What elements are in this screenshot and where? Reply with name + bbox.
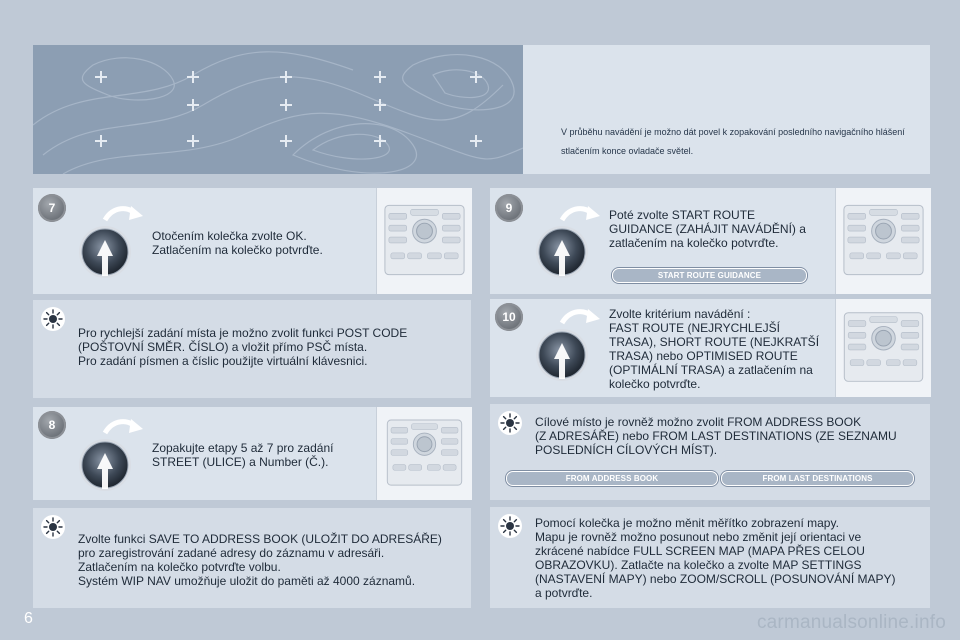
page-number: 6 xyxy=(24,610,33,627)
tip-postcode-text: Pro rychlejší zadání místa je možno zvolit funkci POST CODE (POŠTOVNÍ SMĚR. ČÍSLO) a vložit přímo PSČ místa. Pro zadání písmen a číslic použijte virtuální klávesnici. xyxy=(78,326,408,368)
watermark: carmanualsonline.info xyxy=(756,612,946,633)
step-8-text: Zopakujte etapy 5 až 7 pro zadání STREET (ULICE) a Number (Č.). xyxy=(152,441,334,469)
tip-save-panel xyxy=(33,508,471,608)
tip-destination-panel xyxy=(490,404,930,500)
tip-postcode-panel xyxy=(33,300,471,398)
step-9-badge: 9 xyxy=(495,194,523,222)
radio-unit-illustration xyxy=(835,188,931,294)
banner-note-text: V průběhu navádění je možno dát povel k zopakování posledního navigačního hlášení stlačením konce ovladače světel. xyxy=(561,127,905,156)
step-8-panel xyxy=(33,407,471,500)
from-address-book-button[interactable]: FROM ADDRESS BOOK xyxy=(506,471,718,486)
radio-unit-illustration xyxy=(376,407,472,500)
rotary-knob-icon xyxy=(534,202,604,278)
step-7-badge: 7 xyxy=(38,194,66,222)
tip-sun-icon xyxy=(497,513,523,539)
step-9-panel xyxy=(490,188,930,294)
from-last-destinations-button[interactable]: FROM LAST DESTINATIONS xyxy=(721,471,914,486)
tip-save-text: Zvolte funkci SAVE TO ADDRESS BOOK (ULOŽIT DO ADRESÁŘE) pro zaregistrování zadané adresy do záznamu v adresáři. Zatlačením na kolečko potvrďte volbu. Systém WIP NAV umožňuje uložit do paměti až 4000 záznamů. xyxy=(78,532,442,588)
start-route-guidance-button[interactable]: START ROUTE GUIDANCE xyxy=(612,268,807,283)
step-8-badge: 8 xyxy=(38,411,66,439)
tip-destination-text: Cílové místo je rovněž možno zvolit FROM ADDRESS BOOK (Z ADRESÁŘE) nebo FROM LAST DESTINATIONS (ZE SEZNAMU POSLEDNÍCH CÍLOVÝCH MÍST). xyxy=(535,415,897,457)
topographic-map-illustration xyxy=(33,45,530,174)
step-7-text: Otočením kolečka zvolte OK. Zatlačením na kolečko potvrďte. xyxy=(152,229,323,257)
rotary-knob-icon xyxy=(534,305,604,381)
tip-sun-icon xyxy=(40,306,66,332)
rotary-knob-icon xyxy=(77,202,147,278)
step-7-panel xyxy=(33,188,471,294)
rotary-knob-icon xyxy=(77,415,147,491)
radio-unit-illustration xyxy=(835,299,931,397)
radio-unit-illustration xyxy=(376,188,472,294)
tip-sun-icon xyxy=(40,514,66,540)
step-10-badge: 10 xyxy=(495,303,523,331)
tip-sun-icon xyxy=(497,410,523,436)
step-10-panel xyxy=(490,299,930,397)
banner-note-box xyxy=(523,45,930,174)
tip-map-panel xyxy=(490,507,930,608)
header-banner xyxy=(33,45,930,174)
step-10-text: Zvolte kritérium navádění : FAST ROUTE (NEJRYCHLEJŠÍ TRASA), SHORT ROUTE (NEJKRATŠÍ TRASA) nebo OPTIMISED ROUTE (OPTIMÁLNÍ TRASA) a zatlačením na kolečko potvrďte. xyxy=(609,307,820,391)
tip-map-text: Pomocí kolečka je možno měnit měřítko zobrazení mapy. Mapu je rovněž možno posunout nebo změnit její orientaci ve zkrácené nabídce FULL SCREEN MAP (MAPA PŘES CELOU OBRAZOVKU). Zatlačte na kolečko a zvolte MAP SETTINGS (NASTAVENÍ MAPY) nebo ZOOM/SCROLL (POSUNOVÁNÍ MAPY) a potvrďte. xyxy=(535,516,896,600)
step-9-text: Poté zvolte START ROUTE GUIDANCE (ZAHÁJIT NAVÁDĚNÍ) a zatlačením na kolečko potvrďte. xyxy=(609,208,806,250)
